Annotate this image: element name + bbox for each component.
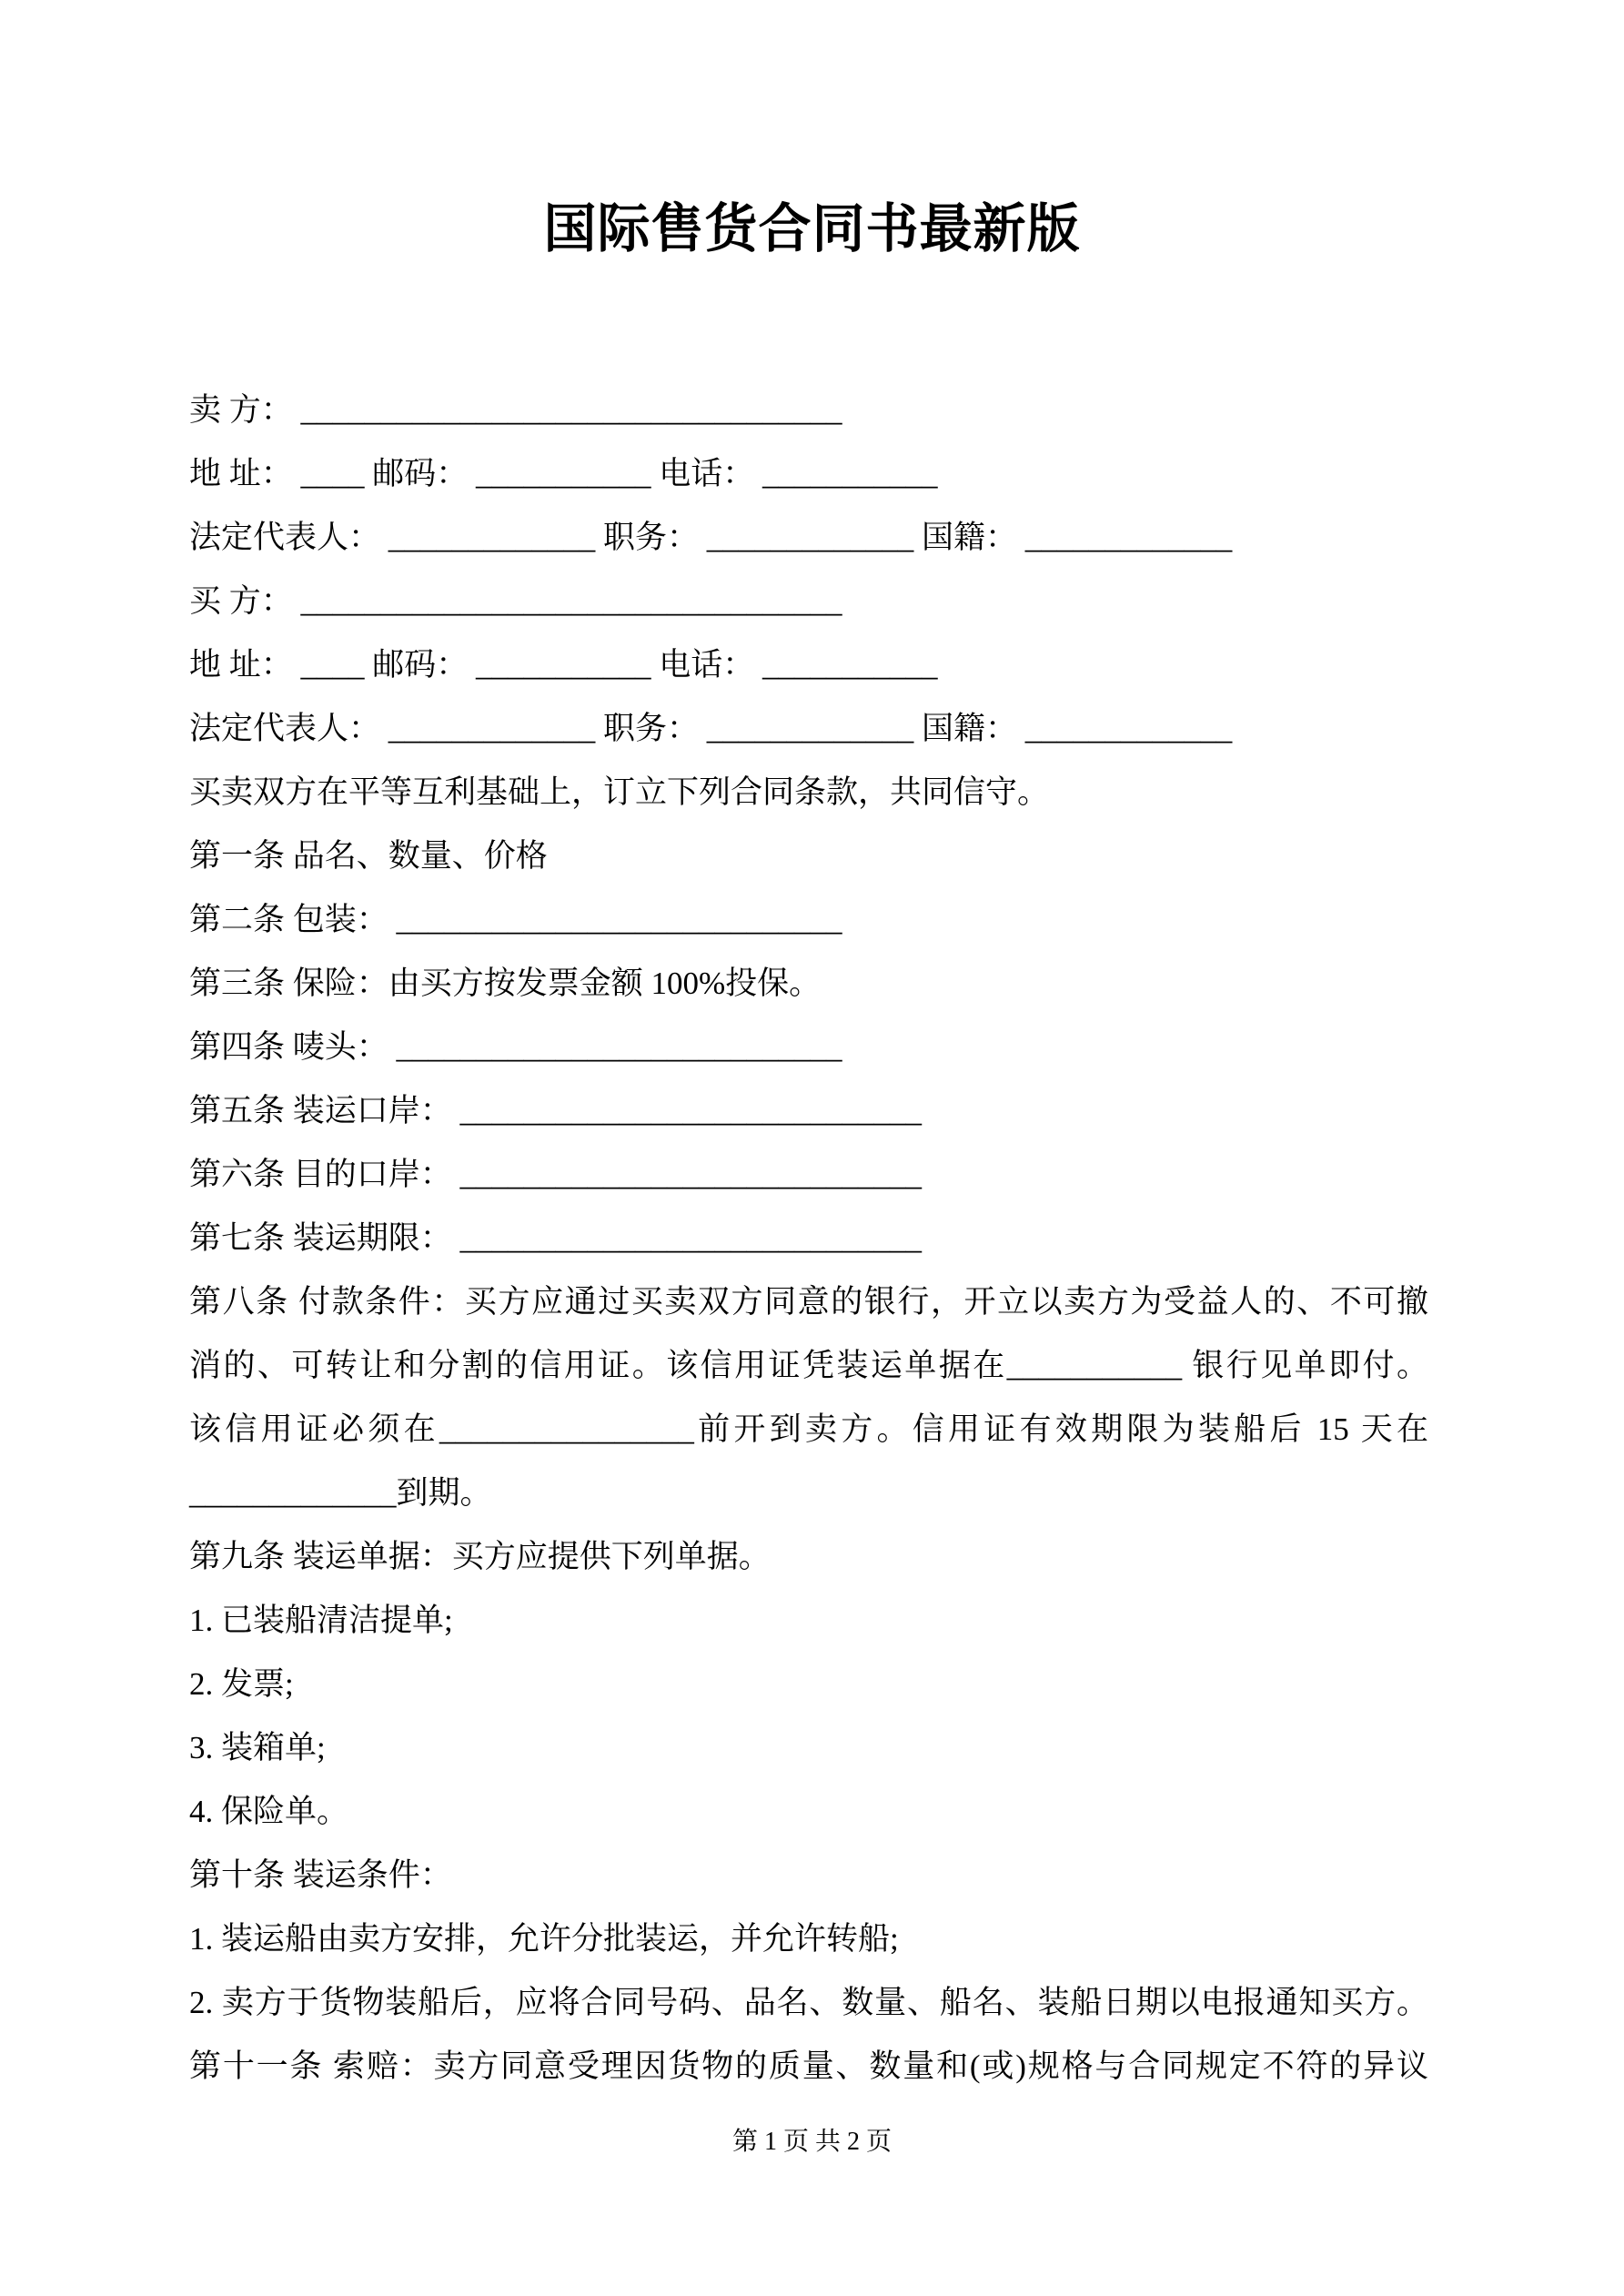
line-article-2: 第二条 包装： ____________________________ bbox=[189, 902, 842, 937]
line-article-9-item-3: 3. 装箱单; bbox=[189, 1730, 326, 1765]
line-buyer-address: 地 址： ____ 邮码： ___________ 电话： ___________ bbox=[189, 647, 938, 683]
line-seller-address: 地 址： ____ 邮码： ___________ 电话： ___________ bbox=[189, 456, 938, 491]
line-article-1: 第一条 品名、数量、价格 bbox=[189, 838, 548, 874]
line-seller: 卖 方： __________________________________ bbox=[189, 392, 842, 428]
line-buyer: 买 方： __________________________________ bbox=[189, 583, 842, 619]
line-article-11: 第十一条 索赔：卖方同意受理因货物的质量、数量和(或)规格与合同规定不符的异议 bbox=[189, 2048, 1428, 2084]
page-footer: 第 1 页 共 2 页 bbox=[731, 2128, 892, 2156]
line-article-8-1: 第八条 付款条件：买方应通过买卖双方同意的银行，开立以卖方为受益人的、不可撤 bbox=[189, 1284, 1428, 1320]
line-article-5: 第五条 装运口岸： _____________________________ bbox=[189, 1093, 923, 1128]
document-body bbox=[0, 379, 1624, 2099]
line-preamble: 买卖双方在平等互利基础上，订立下列合同条款，共同信守。 bbox=[189, 774, 1050, 810]
line-buyer-representative: 法定代表人： _____________ 职务： _____________ 国籍： _____________ bbox=[189, 711, 1233, 746]
line-article-10: 第十条 装运条件： bbox=[189, 1857, 452, 1893]
line-article-9-item-4: 4. 保险单。 bbox=[189, 1794, 349, 1829]
line-article-9-item-2: 2. 发票; bbox=[189, 1666, 294, 1702]
line-article-7: 第七条 装运期限： _____________________________ bbox=[189, 1220, 923, 1256]
line-article-8-2: 消的、可转让和分割的信用证。该信用证凭装运单据在___________ 银行见单即付。 bbox=[189, 1348, 1428, 1383]
line-article-4: 第四条 唛头： ____________________________ bbox=[189, 1029, 842, 1065]
line-seller-representative: 法定代表人： _____________ 职务： _____________ 国籍： _____________ bbox=[189, 520, 1233, 555]
line-article-6: 第六条 目的口岸： _____________________________ bbox=[189, 1157, 923, 1192]
line-article-10-item-2: 2. 卖方于货物装船后，应将合同号码、品名、数量、船名、装船日期以电报通知买方。 bbox=[189, 1985, 1428, 2020]
line-article-8-3: 该信用证必须在________________前开到卖方。信用证有效期限为装船后 15 天在 bbox=[189, 1411, 1428, 1447]
line-article-9-item-1: 1. 已装船清洁提单; bbox=[189, 1603, 453, 1638]
line-article-8-4: _____________到期。 bbox=[189, 1475, 492, 1511]
line-article-10-item-1: 1. 装运船由卖方安排，允许分批装运，并允许转船; bbox=[189, 1921, 899, 1957]
document-title: 国际售货合同书最新版 bbox=[543, 199, 1081, 258]
line-article-9: 第九条 装运单据：买方应提供下列单据。 bbox=[189, 1539, 771, 1574]
line-article-3: 第三条 保险：由买方按发票金额 100%投保。 bbox=[189, 966, 822, 1001]
